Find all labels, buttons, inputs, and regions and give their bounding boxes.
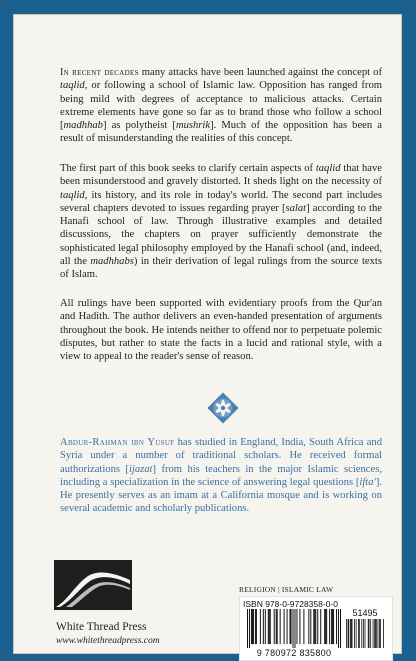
- addon-bar: [361, 619, 362, 648]
- italic-term: madhhabs: [90, 256, 134, 268]
- author-bio: [60, 436, 382, 516]
- lead-in: In recent decades: [60, 67, 139, 78]
- italic-term: salat: [285, 202, 307, 214]
- publisher-url: www.whitethreadpress.com: [56, 636, 160, 646]
- addon-bar: [365, 619, 366, 648]
- italic-term: taqlid: [60, 80, 85, 92]
- publisher-name: White Thread Press: [56, 621, 147, 633]
- barcode-bar: [320, 609, 321, 644]
- barcode-bar: [251, 609, 252, 644]
- addon-bar: [356, 619, 357, 648]
- barcode-bar: [294, 609, 295, 648]
- addon-bar: [368, 619, 369, 648]
- addon-bar: [376, 619, 377, 648]
- barcode-bar: [317, 609, 318, 644]
- italic-term: ifta': [359, 476, 376, 488]
- barcode-bar: [340, 609, 341, 648]
- barcode-bar: [253, 609, 254, 644]
- barcode-bar: [260, 609, 261, 644]
- italic-term: taqlid: [60, 189, 85, 201]
- addon-bar: [378, 619, 379, 648]
- description-paragraph-1: [60, 66, 382, 146]
- barcode-bar: [277, 609, 278, 644]
- addon-bar: [348, 619, 349, 648]
- addon-bar: [348, 619, 349, 648]
- barcode-bar: [247, 609, 248, 648]
- barcode-bar: [274, 609, 275, 644]
- barcode-bar: [338, 609, 339, 648]
- description-paragraph-3: All rulings have been supported with evidentiary proofs from the Qur'an and Hadith. The author delivers an even-handed presentation of arguments throughout the book. He intends neither to offend nor to perpetuate polemic disputes, but rather to state the facts in a lucid and rational style, with a view to appeal to the reader's sense of reason.: [60, 298, 382, 363]
- addon-bar: [373, 619, 374, 648]
- barcode-bar: [268, 609, 269, 644]
- addon-bar: [350, 619, 351, 648]
- italic-term: madhhab: [63, 120, 103, 132]
- barcode-bar: [303, 609, 304, 644]
- addon-bar: [374, 619, 375, 648]
- text-run: ) in their derivation of legal rulings from the source texts of Islam.: [60, 256, 382, 281]
- addon-bar: [383, 619, 384, 648]
- addon-barcode: [346, 619, 384, 648]
- barcode-bar: [296, 609, 297, 644]
- text-run: that have been misunderstood and gravely distorted. It sheds light on the necessity of: [60, 163, 382, 188]
- addon-bar: [358, 619, 359, 648]
- barcode-bar: [313, 609, 314, 644]
- addon-bar: [351, 619, 352, 648]
- text-run: ] from his teachers in the major Islamic sciences, including a specialization in the science of answering legal questions [: [60, 463, 382, 488]
- barcode-bar: [252, 609, 253, 644]
- isbn-text: ISBN 978-0-9728358-0-0: [243, 599, 338, 609]
- barcode-bar: [324, 609, 325, 644]
- barcode-bar: [269, 609, 270, 644]
- text-run: ]. He presently serves as an imam at a California mosque and is working on several academic and scholarly publications.: [60, 476, 382, 515]
- text-run: has studied in England, India, South Africa and Syria under a number of traditional scholars. He received formal authorizations [: [60, 437, 382, 475]
- barcode-bar: [299, 609, 300, 644]
- ean-barcode: [247, 609, 341, 648]
- text-run: ]. Much of the opposition has been a result of misunderstanding the realities of this concept.: [60, 120, 382, 145]
- category-label: RELIGION | ISLAMIC LAW: [239, 585, 334, 594]
- barcode-bar: [256, 609, 257, 644]
- barcode-bar: [249, 609, 250, 648]
- text-run: ] according to the Hanafi school of law. Through illustrative examples and detailed discussions, the chapters on prayer sufficiently demonstrate the sophisticated legal philosophy employed by the Hanafi school (and, indeed, all the: [60, 202, 382, 268]
- addon-bar: [369, 619, 370, 648]
- addon-bar: [346, 619, 347, 648]
- barcode-bar: [276, 609, 277, 644]
- barcode-bar: [333, 609, 334, 644]
- back-cover: [13, 14, 402, 658]
- barcode-bar: [308, 609, 309, 644]
- addon-bar: [352, 619, 353, 648]
- barcode-bar: [293, 609, 294, 648]
- barcode-bar: [280, 609, 281, 644]
- addon-bar: [375, 619, 376, 648]
- addon-bar: [380, 619, 381, 648]
- barcode-bar: [325, 609, 326, 644]
- text-run: ] as polytheist [: [102, 120, 176, 132]
- text-run: many attacks have been launched against the concept of: [138, 67, 382, 78]
- barcode-panel: [239, 596, 393, 661]
- text-run: The first part of this book seeks to clarify certain aspects of: [60, 163, 316, 174]
- barcode-bar: [329, 609, 330, 644]
- barcode-bar: [315, 609, 316, 644]
- floral-emblem-icon: [206, 391, 240, 425]
- addon-bar: [370, 619, 371, 648]
- description-paragraph-2: [60, 162, 382, 282]
- barcode-bar: [291, 609, 292, 644]
- barcode-bar: [270, 609, 271, 644]
- addon-bar: [379, 619, 380, 648]
- barcode-bar: [255, 609, 256, 644]
- italic-term: ijazat: [128, 463, 153, 475]
- barcode-bar: [284, 609, 285, 644]
- price-code: 51495: [352, 608, 378, 618]
- barcode-bar: [287, 609, 288, 644]
- ean-digits: 9 780972 835800: [256, 648, 332, 658]
- barcode-bar: [310, 609, 311, 644]
- white-thread-press-logo: [54, 560, 132, 610]
- italic-term: mushrik: [175, 120, 211, 132]
- text-run: , its history, and its role in today's world. The second part includes several chapters devoted to issues regarding prayer [: [60, 189, 382, 214]
- addon-bar: [354, 619, 355, 648]
- italic-term: taqlid: [315, 163, 341, 174]
- barcode-bar: [332, 609, 333, 644]
- author-name: Abdur-Rahman ibn Yusuf: [60, 437, 175, 448]
- barcode-bar: [336, 609, 337, 644]
- addon-bar: [359, 619, 360, 648]
- barcode-bar: [314, 609, 315, 644]
- barcode-bar: [331, 609, 332, 644]
- addon-bar: [363, 619, 364, 648]
- barcode-bar: [263, 609, 264, 644]
- barcode-bar: [290, 609, 291, 644]
- text-run: , or following a school of Islamic law. Opposition has ranged from being mild with degrees of acceptance to malicious attacks. Certain extreme elements have gone so far as to brand those who follow a school [: [60, 80, 382, 132]
- barcode-bar: [326, 609, 327, 644]
- barcode-bar: [265, 609, 266, 644]
